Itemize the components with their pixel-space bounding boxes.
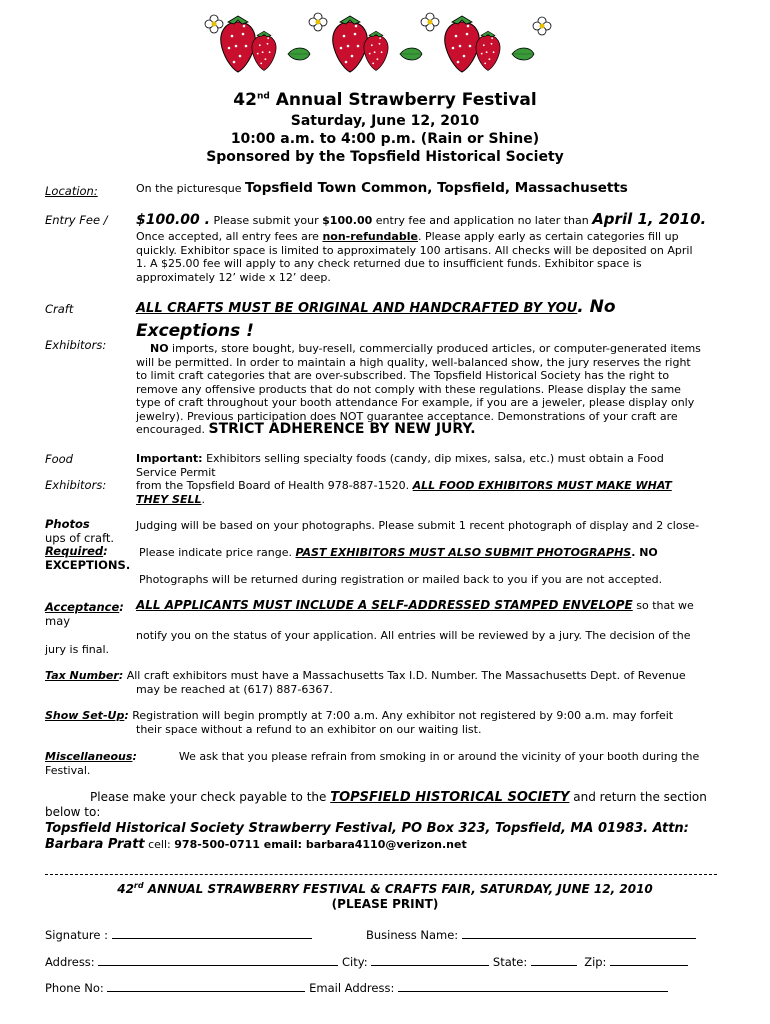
business-row: Business Name: [366,926,696,942]
craft-label: Craft [45,302,74,316]
city-field[interactable] [371,953,489,966]
event-date: Saturday, June 12, 2010 [290,113,480,129]
tax-section: Tax Number: All craft exhibitors must have a Massachusetts Tax I.D. Number. The Massachusetts Dept. of Revenue may be reached at (617) 887-6367. [45,669,686,696]
acceptance-text: ALL APPLICANTS MUST INCLUDE A SELF-ADDRESSED STAMPED ENVELOPE so that we [136,598,694,612]
misc-section: Miscellaneous: We ask that you please refrain from smoking in or around the vicinity of your booth during the Festival. [45,750,700,777]
food-exhibitors-label: Exhibitors: [45,478,107,492]
business-name-field[interactable] [462,926,696,939]
strawberry-icon [445,16,479,72]
photos-text: Judging will be based on your photographs. Please submit 1 recent photograph of display and 2 close- [136,519,700,532]
strawberry-icon [333,16,367,72]
event-time: 10:00 a.m. to 4:00 p.m. (Rain or Shine) [230,131,540,147]
phone-row: Phone No: Email Address: [45,979,668,995]
address-field[interactable] [98,953,338,966]
photos-price: Please indicate price range. PAST EXHIBITORS MUST ALSO SUBMIT PHOTOGRAPHS. NO [139,546,658,559]
phone-field[interactable] [107,979,305,992]
event-sponsor: Sponsored by the Topsfield Historical Society [206,149,564,165]
page-title: 42nd Annual Strawberry Festival [233,90,537,110]
form-print-note: (PLEASE PRINT) [331,897,439,911]
location-label: Location: [45,184,98,198]
entry-fee-label: Entry Fee / [45,213,108,227]
email-field[interactable] [398,979,668,992]
flower-icon [309,13,327,31]
payment-section: Please make your check payable to the TOPSFIELD HISTORICAL SOCIETY and return the section below to: Topsfield Historical Society Strawberry Festival, PO Box 323, Topsfield, MA 01983. Attn: Barbara Pratt cell: 978-500-0711 email: barbara4110@verizon.net [45,790,735,852]
photos-label: Photos ups of craft. Required: EXCEPTIONS. [45,517,131,572]
acceptance-notify: notify you on the status of your application. All entries will be reviewed by a jury. The decision of the [136,629,691,642]
strawberry-banner [200,4,570,82]
acceptance-final: jury is final. [45,643,110,656]
leaf-icon [512,48,534,60]
flower-icon [533,17,551,35]
flower-icon [421,13,439,31]
leaf-icon [288,48,310,60]
state-field[interactable] [531,953,577,966]
flower-icon [205,15,223,33]
strawberry-icon [221,16,255,72]
food-text: Important: Exhibitors selling specialty foods (candy, dip mixes, salsa, etc.) must obtain a Food Service Permit from the Topsfield Board of Health 978-887-1520. ALL FOOD EXHIBITORS MUST MAKE WHAT THEY SELL. [136,452,672,506]
header-subtitle [0,112,770,166]
mailing-address: Topsfield Historical Society Strawberry Festival, PO Box 323, Topsfield, MA 01983. Attn: [45,821,689,836]
entry-fee-text: $100.00 . Please submit your $100.00 entry fee and application no later than April 1, 2010. Once accepted, all entry fees are non-refundable. Please apply early as certain categories fill up quickly. Exhibitor space is limited to approximately 100 artisans. All checks will be deposited on April 1. A $25.00 fee will apply to any check returned due to insufficient funds. Exhibitor space is approximately 12’ wide x 12’ deep. [136,210,707,284]
zip-field[interactable] [610,953,688,966]
address-row: Address: City: State: Zip: [45,953,688,969]
signature-field[interactable] [112,926,312,939]
cut-line [45,874,717,875]
signature-row: Signature : [45,926,312,942]
form-title: 42rd ANNUAL STRAWBERRY FESTIVAL & CRAFTS FAIR, SATURDAY, JUNE 12, 2010 [117,881,653,896]
acceptance-label: Acceptance: may [45,600,124,628]
location-text: On the picturesque Topsfield Town Common, Topsfield, Massachusetts [136,180,628,196]
craft-exhibitors-label: Exhibitors: [45,338,107,352]
food-label: Food [45,452,73,466]
setup-section: Show Set-Up: Registration will begin promptly at 7:00 a.m. Any exhibitor not registered by 9:00 a.m. may forfeit their space without a refund to an exhibitor on our waiting list. [45,709,674,736]
leaf-icon [400,48,422,60]
photos-return: Photographs will be returned during registration or mailed back to you if you are not accepted. [139,573,663,586]
craft-text: ALL CRAFTS MUST BE ORIGINAL AND HANDCRAFTED BY YOU. No Exceptions ! NO imports, store bought, buy-resell, commercially produced articles, or computer-generated items will be permitted. In order to maintain a high quality, well-balanced show, the jury reserves the right to limit craft categories that are over-subscribed. The Topsfield Historical Society has the right to remove any offensive products that do not comply with these regulations. Please display the same type of craft throughout your booth attendance For example, if you are a jeweler, please display only jewelry). Previous participation does NOT guarantee acceptance. Demonstrations of your craft are encouraged. STRICT ADHERENCE BY NEW JURY. [136,297,701,437]
